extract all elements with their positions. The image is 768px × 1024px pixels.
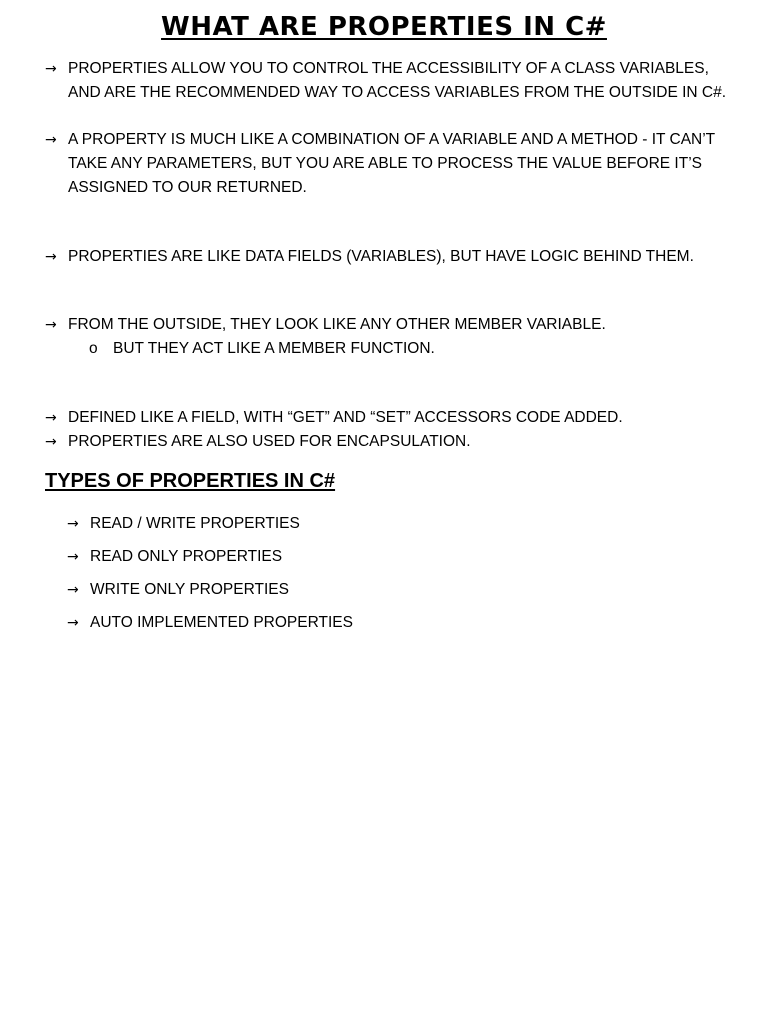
arrow-icon: → — [45, 317, 57, 333]
circle-bullet-icon: o — [89, 340, 98, 357]
section-heading: TYPES OF PROPERTIES IN C# — [45, 470, 336, 492]
bullet-item — [45, 406, 735, 430]
list-item — [67, 512, 667, 536]
bullet-text: PROPERTIES ALLOW YOU TO CONTROL THE ACCESSIBILITY OF A CLASS VARIABLES, AND ARE THE RECOMMENDED WAY TO ACCESS VARIABLES FROM THE OUTSIDE IN C#. — [68, 60, 727, 101]
sub-bullet-item — [89, 337, 729, 361]
bullet-item — [45, 245, 735, 269]
bullet-text: PROPERTIES ARE LIKE DATA FIELDS (VARIABLES), BUT HAVE LOGIC BEHIND THEM. — [68, 248, 694, 265]
arrow-icon: → — [45, 132, 57, 148]
list-item — [67, 578, 667, 602]
list-item — [67, 545, 667, 569]
list-item-text: WRITE ONLY PROPERTIES — [90, 581, 289, 598]
arrow-icon: → — [67, 549, 79, 565]
list-item — [67, 611, 667, 635]
bullet-text: A PROPERTY IS MUCH LIKE A COMBINATION OF A VARIABLE AND A METHOD - IT CAN’T TAKE ANY PARAMETERS, BUT YOU ARE ABLE TO PROCESS THE VALUE BEFORE IT’S ASSIGNED TO OUR RETURNED. — [68, 131, 715, 196]
list-item-text: READ / WRITE PROPERTIES — [90, 515, 300, 532]
bullet-text: PROPERTIES ARE ALSO USED FOR ENCAPSULATION. — [68, 433, 471, 450]
arrow-icon: → — [45, 434, 57, 450]
bullet-item — [45, 57, 735, 105]
arrow-icon: → — [67, 582, 79, 598]
bullet-item — [45, 128, 735, 200]
arrow-icon: → — [67, 615, 79, 631]
arrow-icon: → — [67, 516, 79, 532]
sub-bullet-text: BUT THEY ACT LIKE A MEMBER FUNCTION. — [113, 340, 435, 357]
arrow-icon: → — [45, 249, 57, 265]
page-title: WHAT ARE PROPERTIES IN C# — [161, 12, 607, 42]
arrow-icon: → — [45, 61, 57, 77]
arrow-icon: → — [45, 410, 57, 426]
bullet-text: FROM THE OUTSIDE, THEY LOOK LIKE ANY OTHER MEMBER VARIABLE. — [68, 316, 606, 333]
list-item-text: READ ONLY PROPERTIES — [90, 548, 283, 565]
list-item-text: AUTO IMPLEMENTED PROPERTIES — [90, 614, 353, 631]
bullet-text: DEFINED LIKE A FIELD, WITH “GET” AND “SET” ACCESSORS CODE ADDED. — [68, 409, 623, 426]
bullet-item — [45, 430, 735, 454]
bullet-item — [45, 313, 735, 337]
